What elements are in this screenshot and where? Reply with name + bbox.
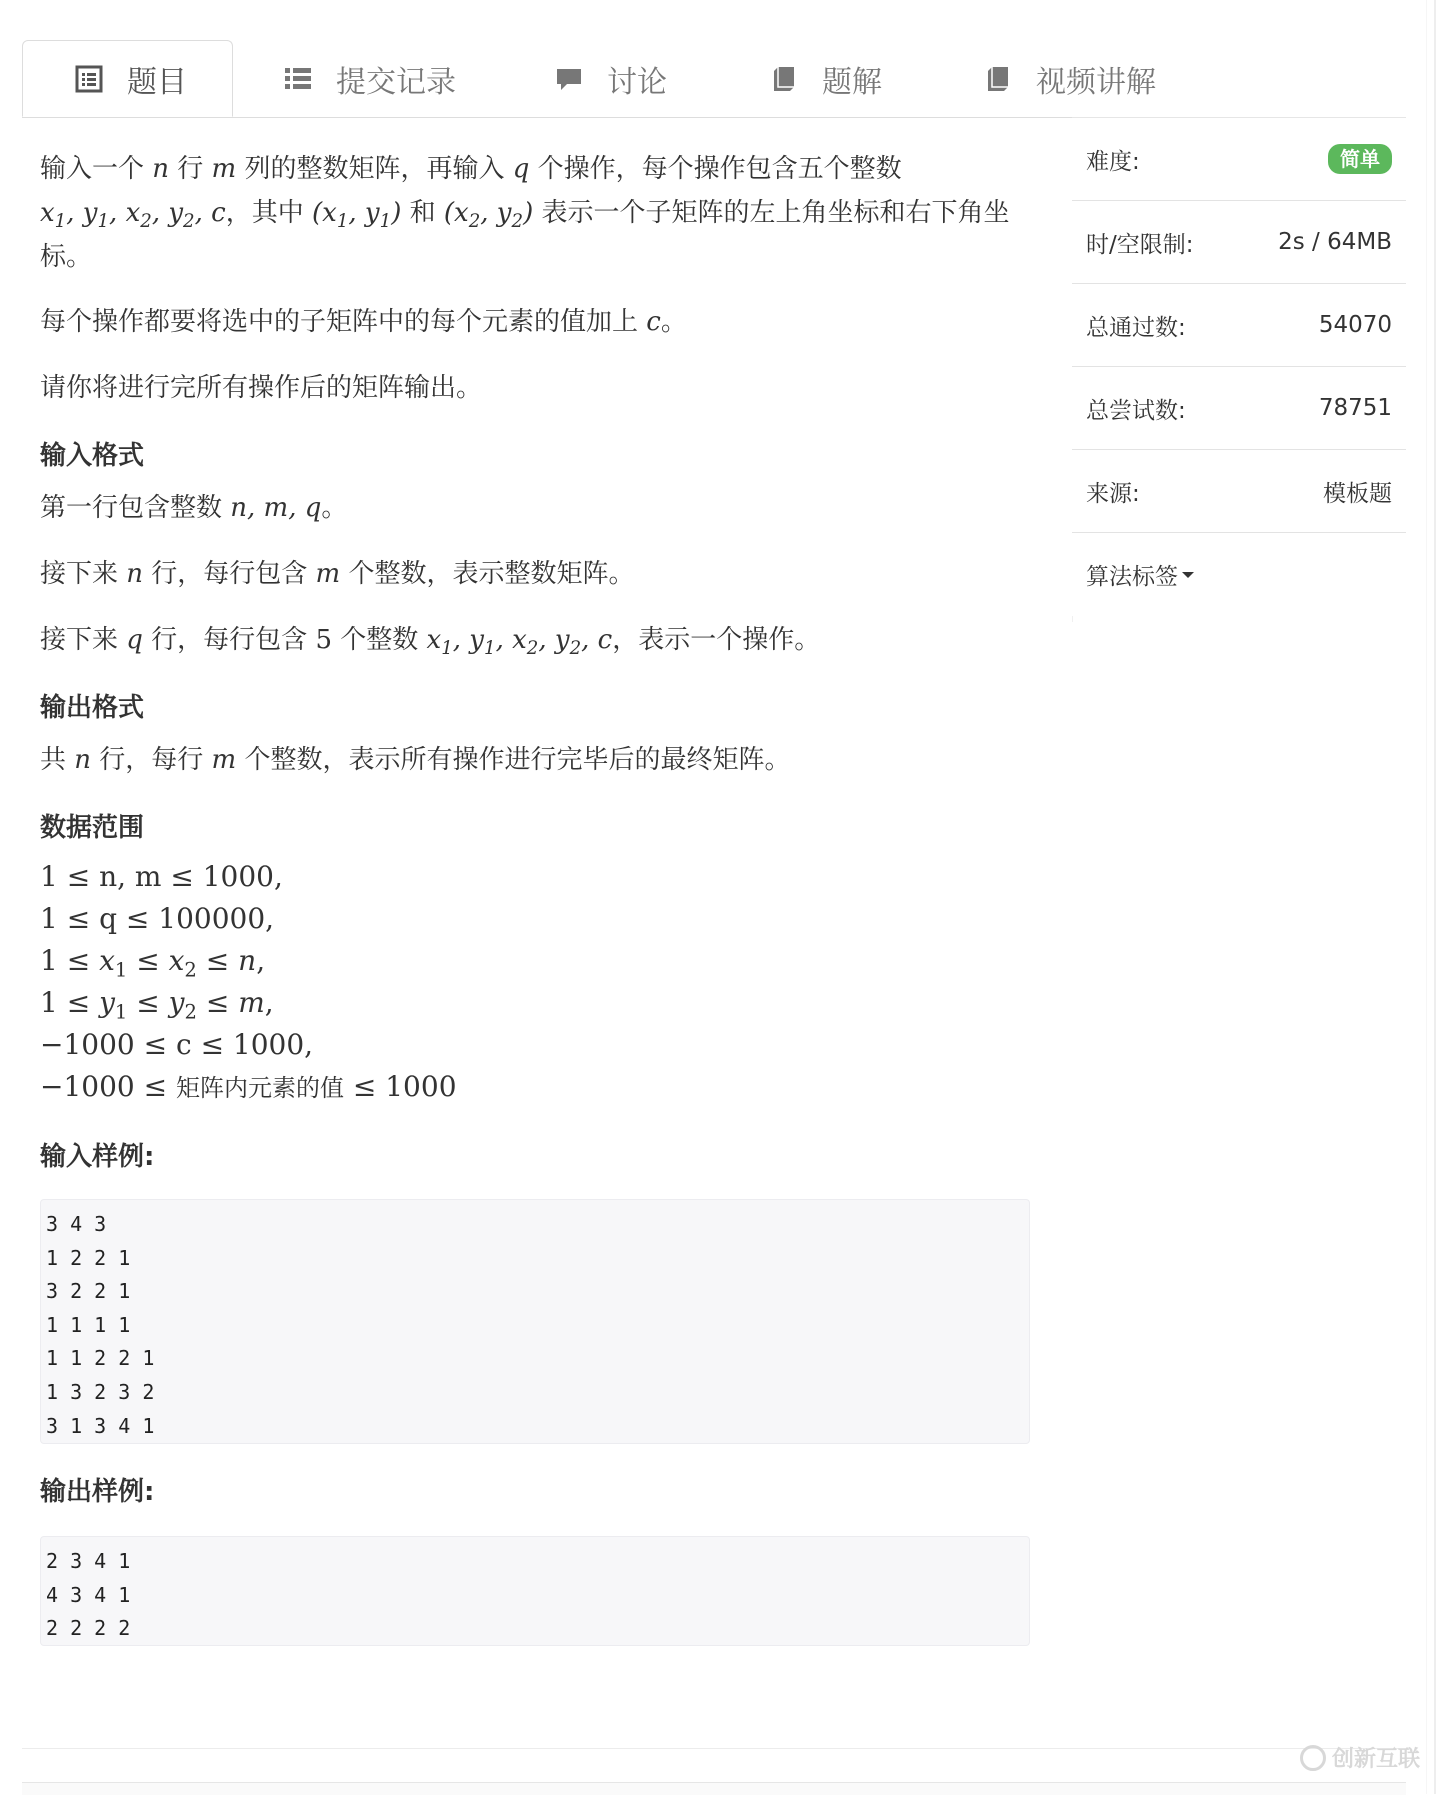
range-line: 1 ≤ n, m ≤ 1000, bbox=[40, 860, 283, 893]
difficulty-badge: 简单 bbox=[1328, 144, 1392, 174]
text: 共 bbox=[40, 745, 75, 775]
tab-label: 题解 bbox=[822, 64, 882, 100]
tab-video[interactable] bbox=[984, 40, 1156, 117]
math-n: n bbox=[126, 559, 144, 589]
tab-label: 提交记录 bbox=[336, 64, 456, 100]
math-n: n bbox=[152, 154, 170, 184]
tab-submissions[interactable] bbox=[284, 40, 456, 117]
range-line: −1000 ≤ c ≤ 1000, bbox=[40, 1028, 314, 1061]
input-format-line bbox=[40, 618, 1030, 662]
divider bbox=[22, 1748, 1406, 1749]
sample-output-heading: 输出样例: bbox=[40, 1477, 155, 1507]
text: 列的整数矩阵，再输入 bbox=[236, 154, 513, 184]
list-alt-icon bbox=[75, 65, 103, 93]
difficulty-label: 难度: bbox=[1086, 148, 1140, 175]
text: 个整数，表示所有操作进行完毕后的最终矩阵。 bbox=[236, 745, 791, 775]
list-icon bbox=[284, 65, 312, 93]
math-m: m bbox=[211, 154, 237, 184]
scrollbar-track bbox=[1426, 0, 1427, 1794]
text: 矩阵内元素的值 bbox=[175, 1074, 344, 1102]
text: ，其中 bbox=[225, 198, 312, 228]
math-m: m bbox=[211, 745, 237, 775]
output-format-line bbox=[40, 738, 1030, 782]
problem-content bbox=[40, 117, 1030, 1646]
text: 。 bbox=[660, 307, 687, 337]
watermark-logo-icon bbox=[1300, 1745, 1326, 1771]
input-format-line bbox=[40, 486, 1030, 530]
tried-label: 总尝试数: bbox=[1086, 397, 1186, 424]
algorithm-tags-toggle[interactable] bbox=[1072, 533, 1406, 616]
math-q: q bbox=[512, 154, 530, 184]
text: 行，每行包含 bbox=[143, 559, 316, 589]
source-row bbox=[1072, 450, 1406, 533]
sample-input-heading: 输入样例: bbox=[40, 1142, 155, 1172]
passed-label: 总通过数: bbox=[1086, 314, 1186, 341]
input-format-heading: 输入格式 bbox=[40, 441, 145, 471]
text: 个操作，每个操作包含五个整数 bbox=[529, 154, 902, 184]
math-vars: $x_1$, $y_1$, $x_2$, $y_2$, c bbox=[40, 198, 226, 233]
tab-solutions[interactable] bbox=[770, 40, 882, 117]
math-c: c bbox=[646, 307, 661, 337]
text: ≤ 1000 bbox=[343, 1070, 457, 1103]
text: 第一行包含整数 bbox=[40, 493, 231, 523]
source-value[interactable]: 模板题 bbox=[1323, 480, 1392, 507]
data-range-heading: 数据范围 bbox=[40, 813, 145, 843]
passed-row bbox=[1072, 284, 1406, 367]
sample-output-block[interactable]: 2 3 4 1 4 3 4 1 2 2 2 2 bbox=[40, 1536, 1030, 1646]
tried-row bbox=[1072, 367, 1406, 450]
problem-info-sidebar bbox=[1072, 117, 1406, 616]
text: 每个操作都要将选中的子矩阵中的每个元素的值加上 bbox=[40, 307, 647, 337]
limit-value: 2s / 64MB bbox=[1278, 229, 1392, 255]
watermark-text: 创新互联 bbox=[1332, 1747, 1421, 1772]
tab-problem[interactable] bbox=[22, 40, 233, 117]
text: 输入一个 bbox=[40, 154, 153, 184]
text: 和 bbox=[401, 198, 444, 228]
math-point1: ($x_1$, $y_1$) bbox=[311, 198, 402, 233]
math-five: 5 bbox=[315, 625, 332, 655]
text: 。 bbox=[321, 493, 348, 523]
watermark bbox=[1300, 1742, 1420, 1773]
tags-label: 算法标签 bbox=[1086, 564, 1178, 590]
math-vars: $x_1$, $y_1$, $x_2$, $y_2$, c bbox=[426, 625, 613, 660]
comment-icon bbox=[555, 65, 583, 93]
limit-label: 时/空限制: bbox=[1086, 231, 1194, 258]
text: 表示一个子矩阵的左上角坐标和右下角坐标。 bbox=[40, 198, 1010, 272]
difficulty-row bbox=[1072, 118, 1406, 201]
range-line: 1 ≤ q ≤ 100000, bbox=[40, 902, 275, 935]
tab-label: 题目 bbox=[127, 64, 187, 100]
passed-value: 54070 bbox=[1318, 312, 1392, 338]
text: 行，每行 bbox=[91, 745, 212, 775]
math-q: q bbox=[126, 625, 143, 655]
tried-value: 78751 bbox=[1318, 395, 1392, 421]
tab-discussion[interactable] bbox=[555, 40, 667, 117]
book-icon bbox=[984, 65, 1012, 93]
data-range bbox=[40, 856, 1030, 1109]
next-panel-edge bbox=[22, 1782, 1406, 1795]
text: 行 bbox=[169, 154, 212, 184]
book-icon bbox=[770, 65, 798, 93]
output-format-heading: 输出格式 bbox=[40, 693, 145, 723]
text: 行，每行包含 bbox=[142, 625, 316, 655]
tab-label: 视频讲解 bbox=[1036, 64, 1156, 100]
range-line: $1 \le x_1 \le x_2 \le n$, bbox=[40, 944, 266, 982]
description-paragraph bbox=[40, 300, 1030, 344]
scrollbar[interactable] bbox=[1434, 0, 1436, 1794]
math-vars: n, m, q bbox=[230, 493, 322, 523]
math-m: m bbox=[315, 559, 341, 589]
text: 个整数，表示整数矩阵。 bbox=[340, 559, 635, 589]
math-n: n bbox=[74, 745, 92, 775]
range-line: $1 \le y_1 \le y_2 \le m$, bbox=[40, 986, 274, 1024]
text: 接下来 bbox=[40, 625, 127, 655]
range-line bbox=[40, 1066, 1030, 1109]
input-format-line bbox=[40, 552, 1030, 596]
source-label: 来源: bbox=[1086, 480, 1140, 507]
math-point2: ($x_2$, $y_2$) bbox=[443, 198, 534, 233]
tab-label: 讨论 bbox=[607, 64, 667, 100]
sample-input-block[interactable]: 3 4 3 1 2 2 1 3 2 2 1 1 1 1 1 1 1 2 2 1 1 3 2 3 2 3 1 3 4 1 bbox=[40, 1199, 1030, 1444]
caret-down-icon bbox=[1182, 572, 1194, 578]
tab-bar bbox=[22, 40, 1406, 118]
text: ，表示一个操作。 bbox=[612, 625, 821, 655]
text: 个整数 bbox=[332, 625, 427, 655]
limit-row bbox=[1072, 201, 1406, 284]
description-paragraph bbox=[40, 147, 1030, 279]
description-paragraph: 请你将进行完所有操作后的矩阵输出。 bbox=[40, 373, 483, 403]
text: −1000 ≤ bbox=[40, 1070, 176, 1103]
text: 接下来 bbox=[40, 559, 127, 589]
